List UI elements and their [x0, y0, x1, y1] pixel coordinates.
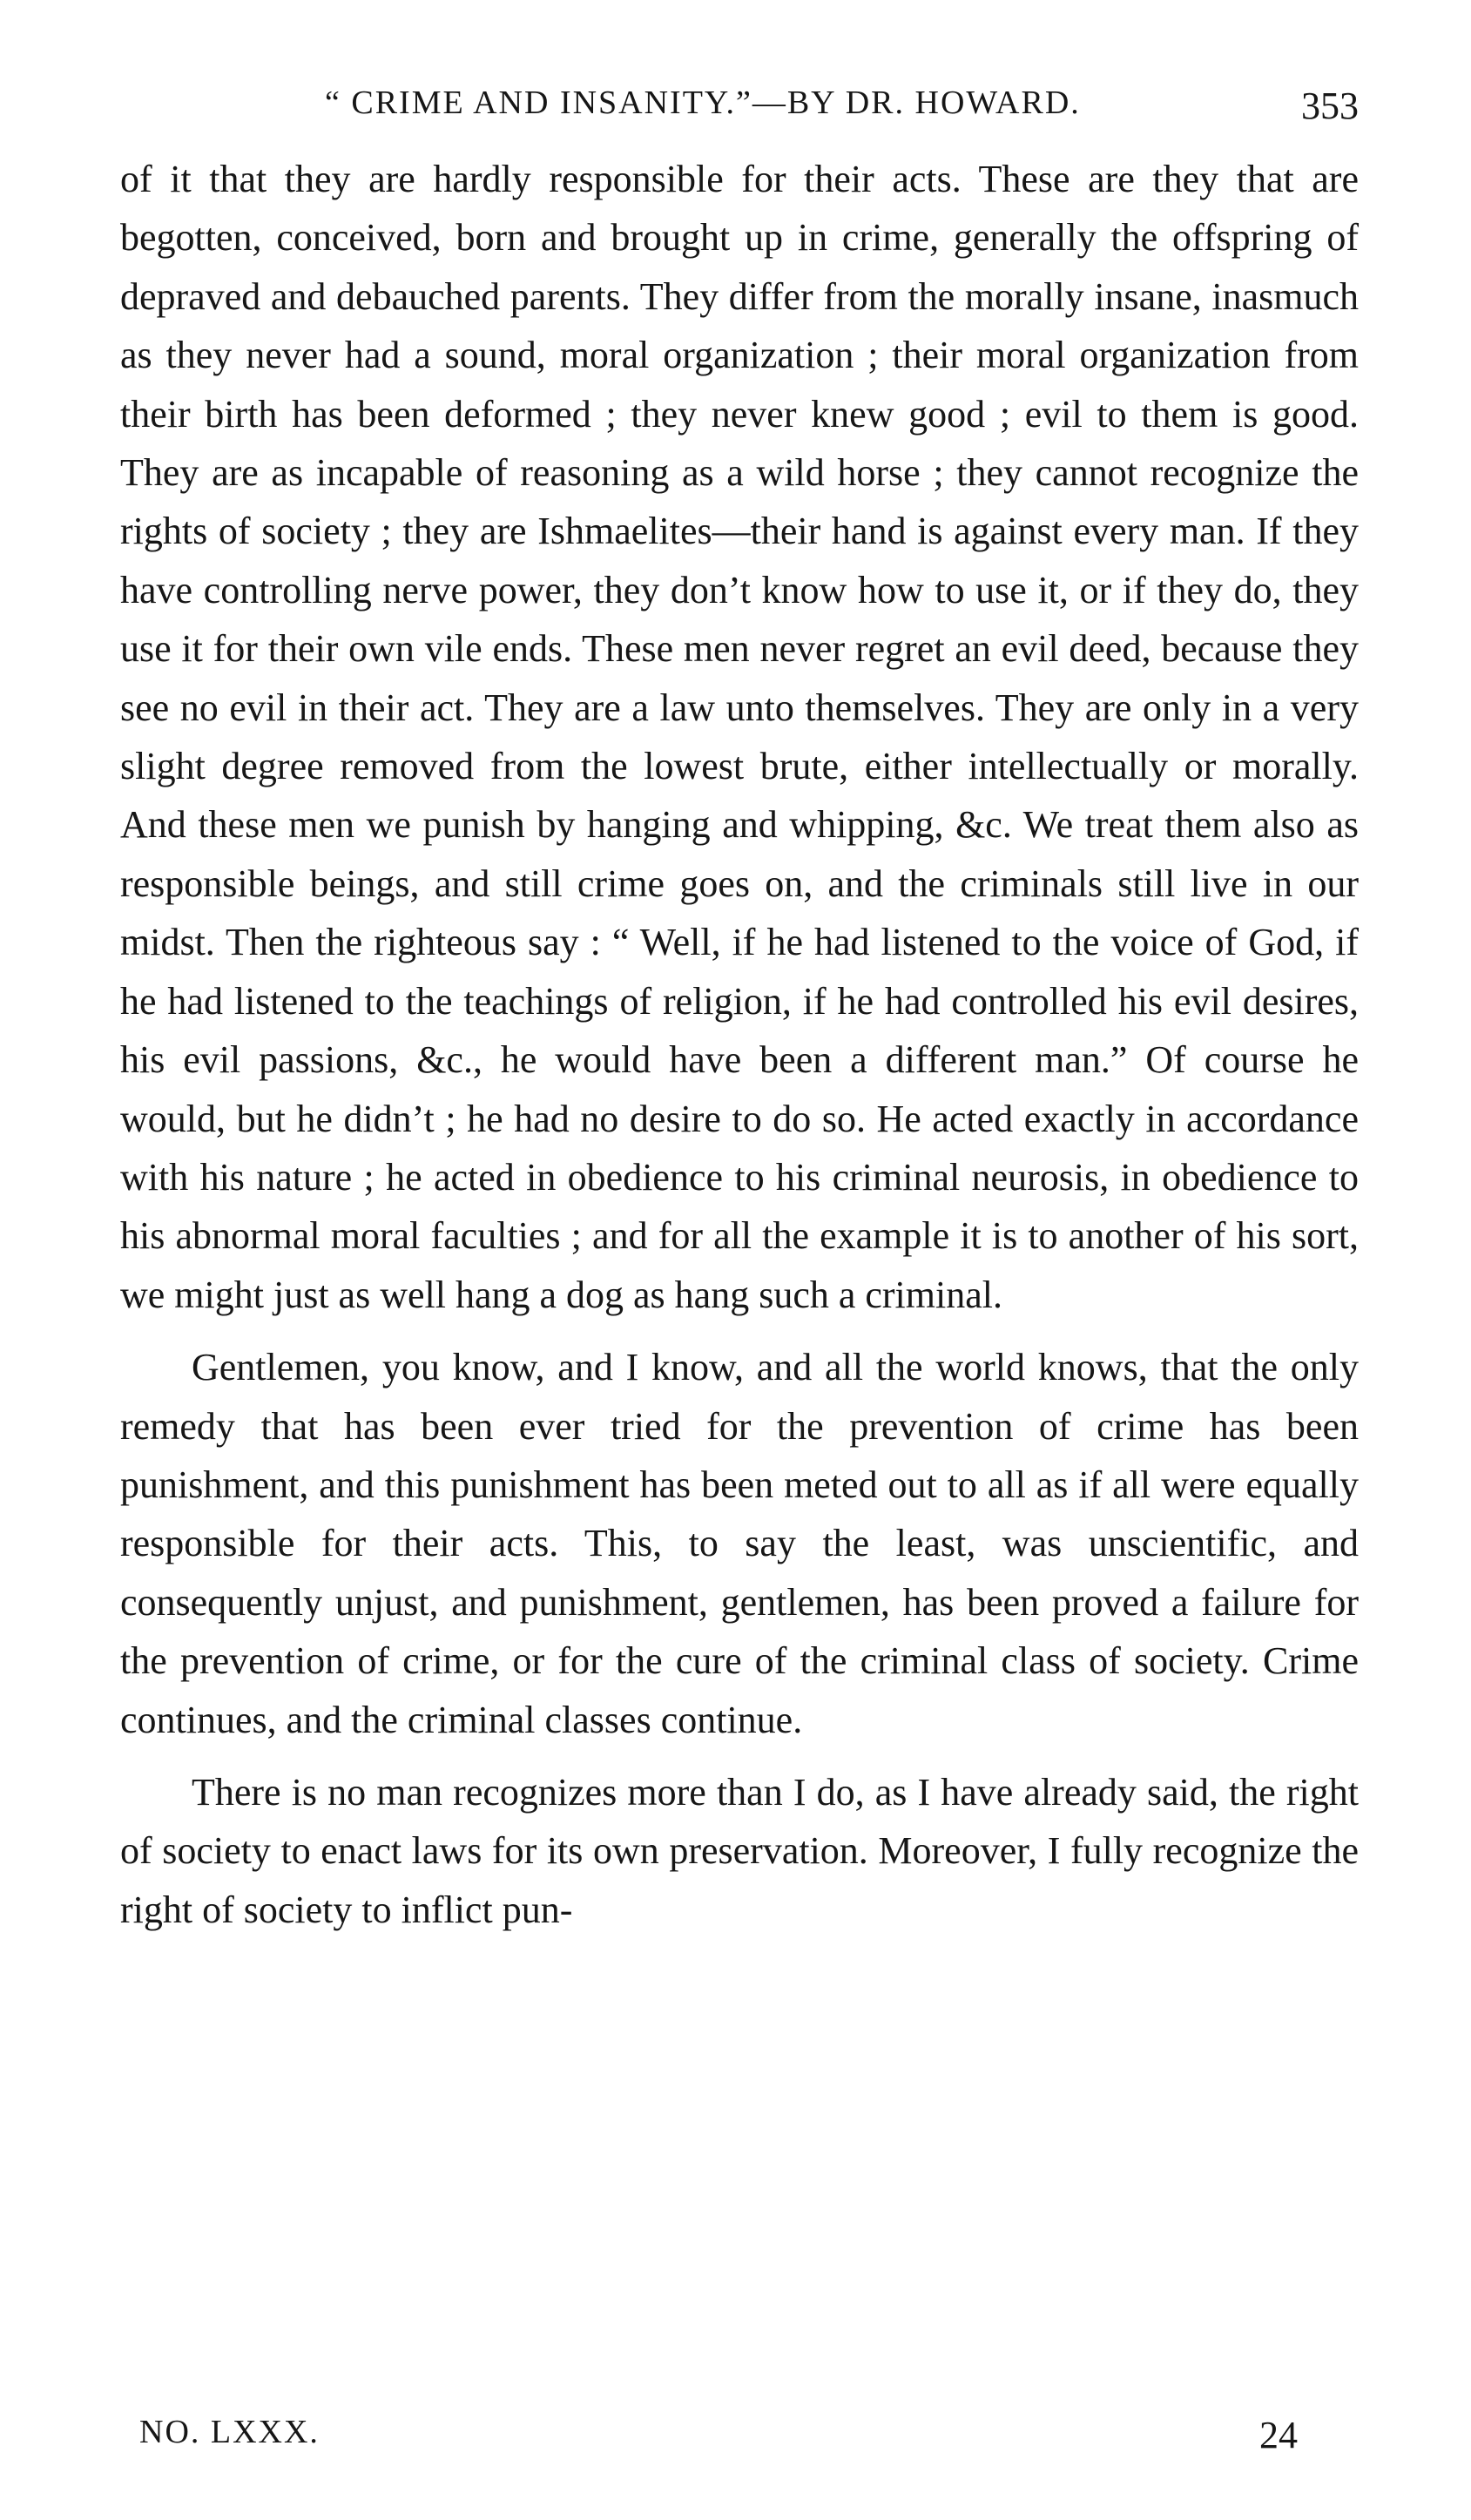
paragraph-gentlemen: Gentlemen, you know, and I know, and all the world knows, that the only remedy that has been ever tried for the prevention of crime has been punishment, and this punishment has been meted out to all as if all were equally responsible for their acts. This, to say the least, was unscientific, and consequently unjust, and punishment, gentlemen, has been proved a failure for the prevention of crime, or for the cure of the criminal class of society. Crime continues, and the criminal classes continue. [120, 1346, 1359, 1741]
paragraph-no-man: There is no man recognizes more than I do, as I have already said, the right of society to enact laws for its own preservation. Moreover, I fully recognize the right of society to inflict pun- [120, 1770, 1359, 1931]
page-number: 353 [1301, 84, 1359, 127]
running-header [120, 84, 1359, 136]
paragraph-continuation: of it that they are hardly responsible for their acts. These are they that are begotten, conceived, born and brought up in crime, generally the offspring of depraved and debauched parents. They differ from the morally insane, inasmuch as they never had a sound, moral organization ; their moral organization from their birth has been deformed ; they never knew good ; evil to them is good. They are as incapable of reasoning as a wild horse ; they cannot recognize the rights of society ; they are Ishmaelites—their hand is against every man. If they have controlling nerve power, they don’t know how to use it, or if they do, they use it for their own vile ends. These men never regret an evil deed, because they see no evil in their act. They are a law unto themselves. They are only in a very slight degree removed from the lowest brute, either intellectually or morally. And these men we punish by hanging and whipping, &c. We treat them also as responsible beings, and still crime goes on, and the criminals still live in our midst. Then the righteous say : “ Well, if he had listened to the voice of God, if he had listened to the teachings of religion, if he had controlled his evil desires, his evil passions, &c., he would have been a different man.” Of course he would, but he didn’t ; he had no desire to do so. He acted exactly in accordance with his nature ; he acted in obedience to his criminal neurosis, in obedience to his abnormal moral faculties ; and for all the example it is to another of his sort, we might just as well hang a dog as hang such a criminal. [120, 158, 1359, 1316]
signature-number: 24 [1259, 2414, 1298, 2456]
running-title: “ CRIME AND INSANITY.”—BY DR. HOWARD. [325, 84, 1081, 121]
signature-line [139, 2413, 1298, 2465]
signature-mark: NO. LXXX. [139, 2414, 320, 2450]
body-text [120, 150, 1359, 1939]
